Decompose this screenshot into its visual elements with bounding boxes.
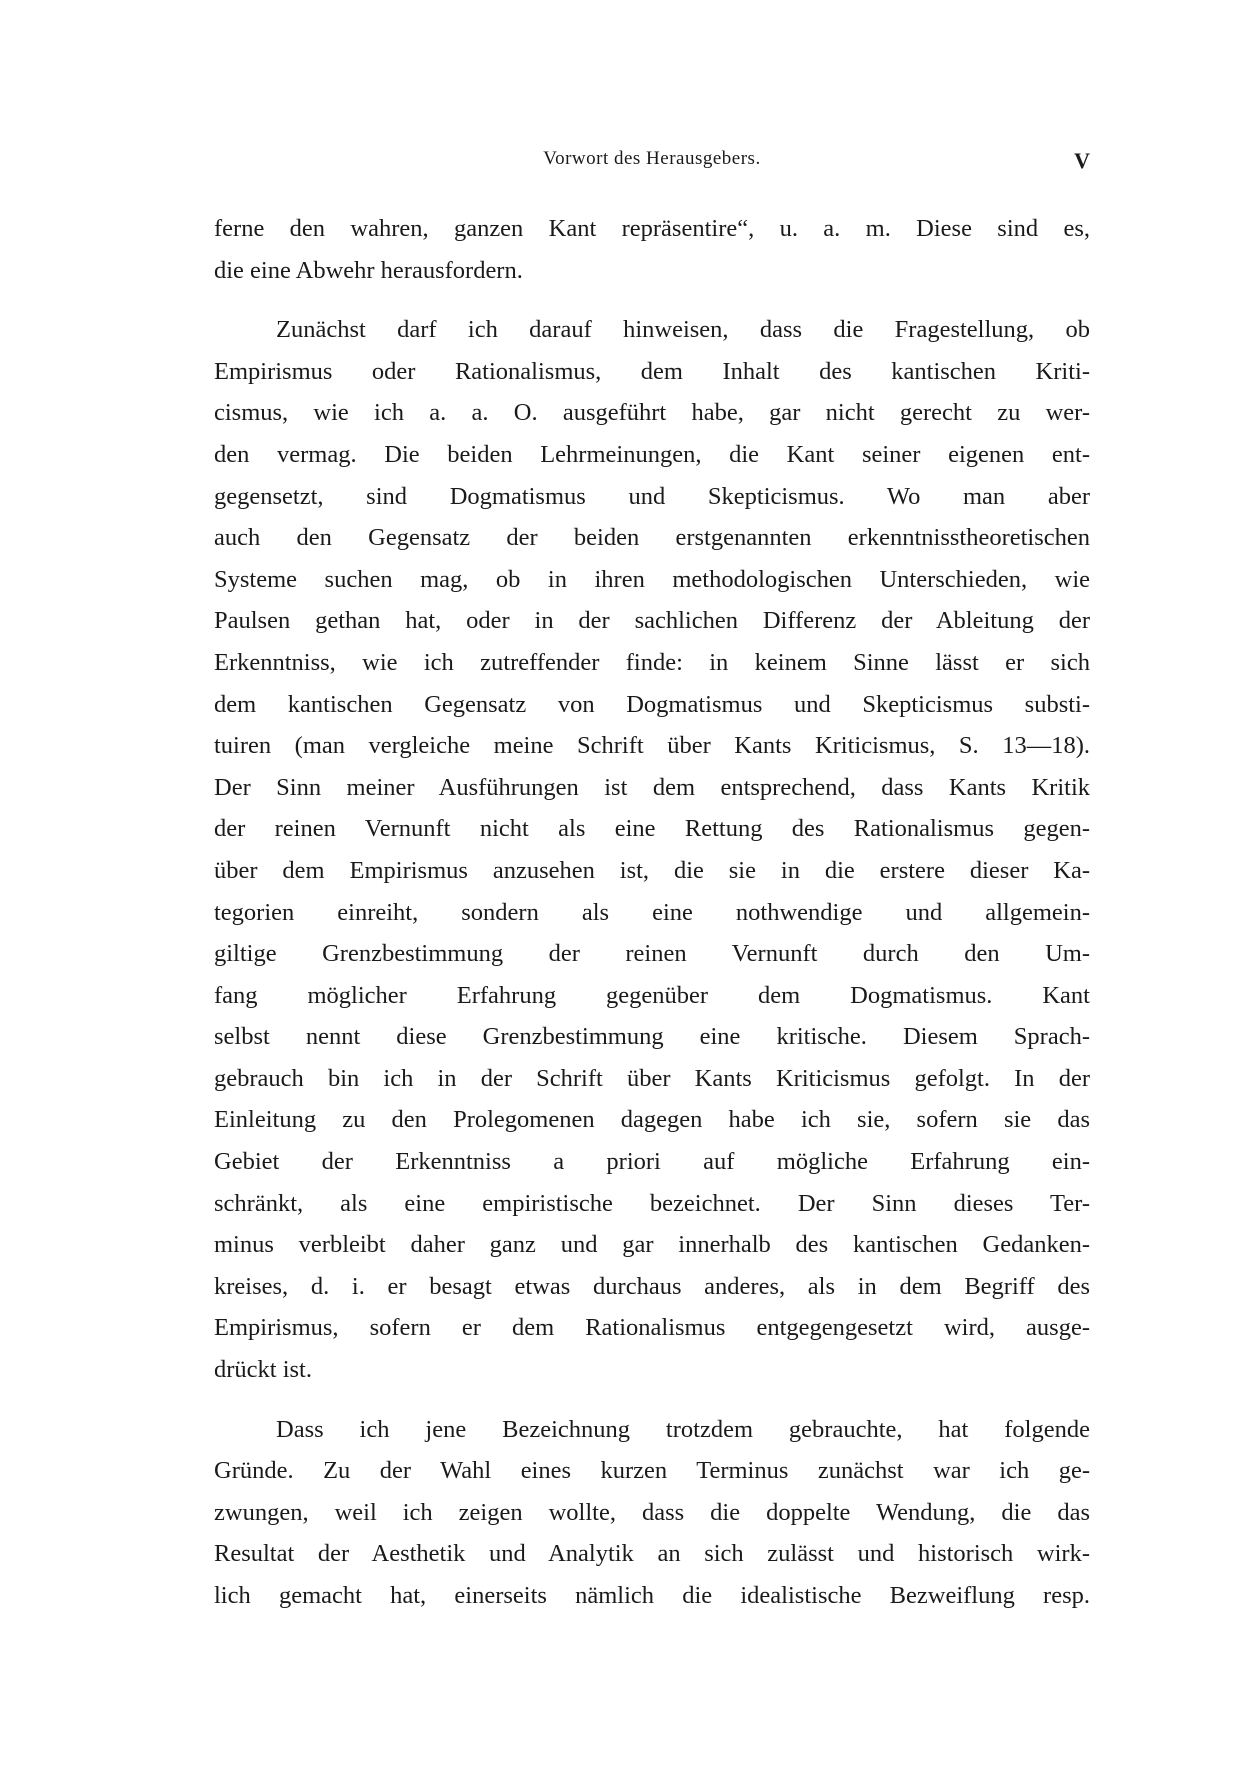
text-line: den vermag. Die beiden Lehrmeinungen, die Kant seiner eigenen ent-	[214, 440, 1090, 468]
text-line: dem kantischen Gegensatz von Dogmatismus und Skepticismus substi-	[214, 690, 1090, 718]
text-line: Systeme suchen mag, ob in ihren methodologischen Unterschieden, wie	[214, 565, 1090, 593]
text-line: zwungen, weil ich zeigen wollte, dass die doppelte Wendung, die das	[214, 1498, 1090, 1526]
page-number: V	[1074, 148, 1090, 173]
text-line: Zunächst darf ich darauf hinweisen, dass die Fragestellung, ob	[276, 316, 1090, 344]
body-text	[214, 208, 1090, 1617]
text-line: gebrauch bin ich in der Schrift über Kants Kriticismus gefolgt. In der	[214, 1064, 1090, 1092]
text-line: Gründe. Zu der Wahl eines kurzen Terminus zunächst war ich ge-	[214, 1457, 1090, 1485]
text-line: Empirismus oder Rationalismus, dem Inhalt des kantischen Kriti-	[214, 357, 1090, 385]
text-line: tegorien einreiht, sondern als eine nothwendige und allgemein-	[214, 898, 1090, 926]
text-line: Erkenntniss, wie ich zutreffender finde: in keinem Sinne lässt er sich	[214, 648, 1090, 676]
text-line: fang möglicher Erfahrung gegenüber dem Dogmatismus. Kant	[214, 981, 1090, 1009]
text-line: lich gemacht hat, einerseits nämlich die idealistische Bezweiflung resp.	[214, 1582, 1090, 1609]
text-line: Empirismus, sofern er dem Rationalismus entgegengesetzt wird, ausge-	[214, 1314, 1090, 1342]
text-line: drückt ist.	[214, 1356, 312, 1384]
running-title: Vorwort des Herausgebers.	[543, 148, 761, 169]
text-line: die eine Abwehr herausfordern.	[214, 256, 523, 284]
text-line: über dem Empirismus anzusehen ist, die sie in die erstere dieser Ka-	[214, 856, 1090, 884]
text-line: minus verbleibt daher ganz und gar innerhalb des kantischen Gedanken-	[214, 1231, 1090, 1259]
text-line: Gebiet der Erkenntniss a priori auf mögliche Erfahrung ein-	[214, 1148, 1090, 1176]
text-line: Dass ich jene Bezeichnung trotzdem gebrauchte, hat folgende	[276, 1415, 1090, 1443]
text-line: selbst nennt diese Grenzbestimmung eine kritische. Diesem Sprach-	[214, 1023, 1090, 1051]
running-head	[214, 148, 1090, 178]
paragraph-gap	[214, 1391, 1090, 1409]
text-line: ferne den wahren, ganzen Kant repräsentire“, u. a. m. Diese sind es,	[214, 215, 1090, 242]
text-line: auch den Gegensatz der beiden erstgenannten erkenntnisstheoretischen	[214, 524, 1090, 552]
text-line: tuiren (man vergleiche meine Schrift über Kants Kriticismus, S. 13—18).	[214, 732, 1090, 760]
text-line: giltige Grenzbestimmung der reinen Vernunft durch den Um-	[214, 940, 1090, 968]
text-line: der reinen Vernunft nicht als eine Rettung des Rationalismus gegen-	[214, 815, 1090, 843]
text-line: Paulsen gethan hat, oder in der sachlichen Differenz der Ableitung der	[214, 607, 1090, 635]
text-line: Der Sinn meiner Ausführungen ist dem entsprechend, dass Kants Kritik	[214, 773, 1090, 801]
text-line: schränkt, als eine empiristische bezeichnet. Der Sinn dieses Ter-	[214, 1189, 1090, 1217]
paragraph-gap	[214, 291, 1090, 309]
text-line: gegensetzt, sind Dogmatismus und Skepticismus. Wo man aber	[214, 482, 1090, 510]
text-line: Einleitung zu den Prolegomenen dagegen habe ich sie, sofern sie das	[214, 1106, 1090, 1134]
text-line: Resultat der Aesthetik und Analytik an sich zulässt und historisch wirk-	[214, 1540, 1090, 1568]
text-line: cismus, wie ich a. a. O. ausgeführt habe, gar nicht gerecht zu wer-	[214, 399, 1090, 427]
text-line: kreises, d. i. er besagt etwas durchaus anderes, als in dem Begriff des	[214, 1272, 1090, 1300]
